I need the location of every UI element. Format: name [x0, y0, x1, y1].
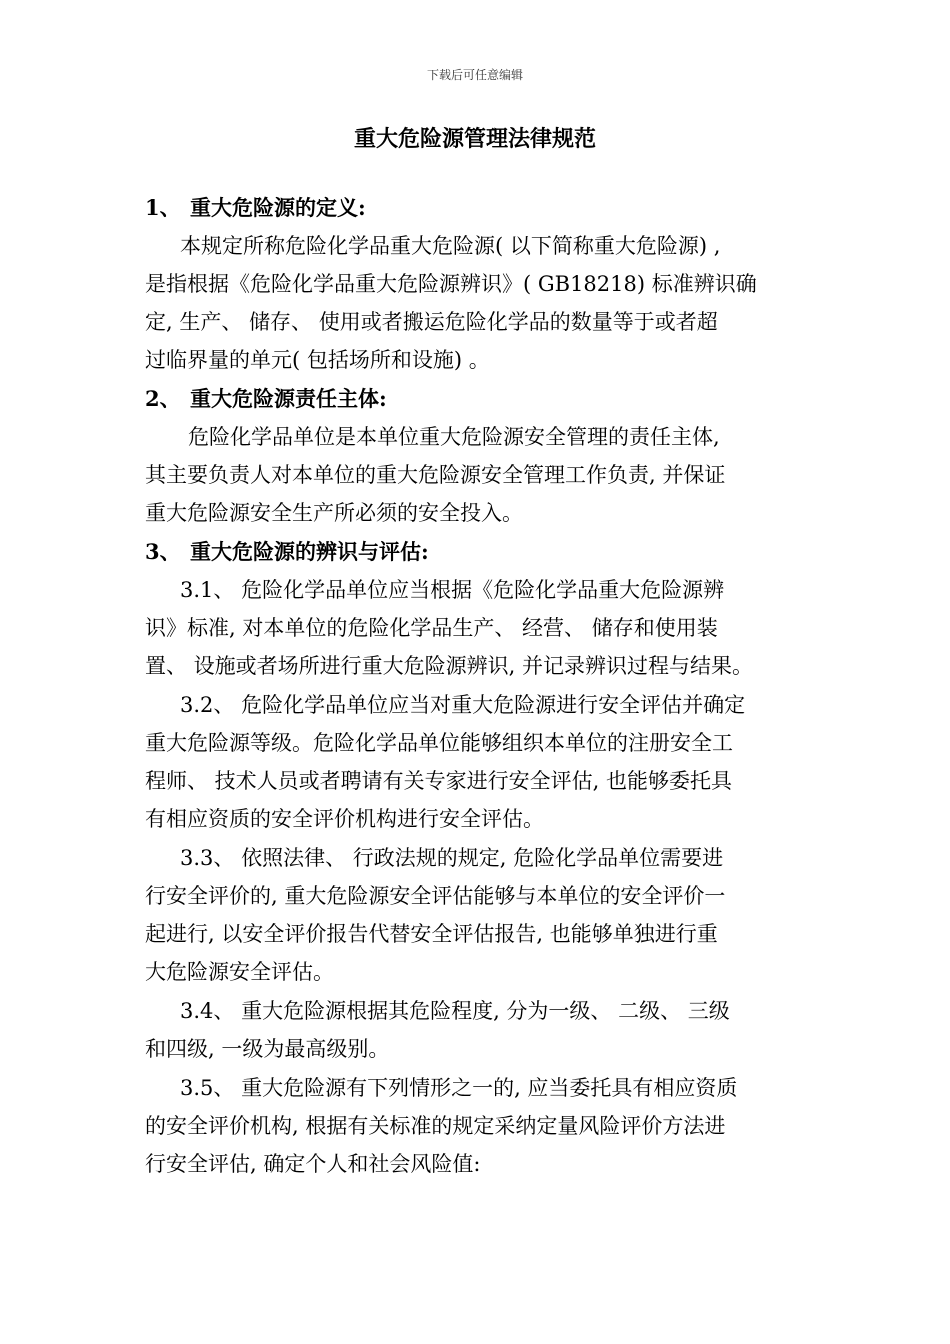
- section-number: 2、: [145, 386, 181, 411]
- paragraph-line: 有相应资质的安全评价机构进行安全评估。: [145, 807, 544, 831]
- paragraph-line: 定, 生产、 储存、 使用或者搬运危险化学品的数量等于或者超: [145, 310, 718, 334]
- paragraph-line: 3.4、 重大危险源根据其危险程度, 分为一级、 二级、 三级: [180, 999, 730, 1023]
- paragraph-line: 置、 设施或者场所进行重大危险源辨识, 并记录辨识过程与结果。: [145, 654, 754, 678]
- paragraph-line: 本规定所称危险化学品重大危险源( 以下简称重大危险源) ,: [180, 234, 721, 258]
- section-heading-text: 重大危险源的辨识与评估:: [190, 539, 429, 564]
- paragraph-line: 的安全评价机构, 根据有关标准的规定采纳定量风险评价方法进: [145, 1114, 726, 1138]
- section-number: 1、: [145, 195, 181, 220]
- section-2-heading: [145, 384, 387, 414]
- section-3-heading: [145, 537, 429, 567]
- paragraph-line: 重大危险源等级。危险化学品单位能够组织本单位的注册安全工: [145, 731, 733, 755]
- paragraph-line: 3.1、 危险化学品单位应当根据《危险化学品重大危险源辨: [180, 578, 725, 602]
- paragraph-line: 和四级, 一级为最高级别。: [145, 1037, 390, 1061]
- section-heading-text: 重大危险源责任主体:: [190, 386, 387, 411]
- document-title: 重大危险源管理法律规范: [353, 126, 596, 152]
- section-1-heading: [145, 193, 366, 223]
- paragraph-line: 行安全评价的, 重大危险源安全评估能够与本单位的安全评价一: [145, 884, 726, 908]
- section-number: 3、: [145, 539, 181, 564]
- paragraph-line: 行安全评估, 确定个人和社会风险值:: [145, 1152, 481, 1176]
- paragraph-line: 危险化学品单位是本单位重大危险源安全管理的责任主体,: [188, 425, 720, 449]
- paragraph-line: 3.5、 重大危险源有下列情形之一的, 应当委托具有相应资质: [180, 1076, 738, 1100]
- paragraph-line: 其主要负责人对本单位的重大危险源安全管理工作负责, 并保证: [145, 463, 726, 487]
- paragraph-line: 过临界量的单元( 包括场所和设施) 。: [145, 348, 490, 372]
- paragraph-line: 重大危险源安全生产所必须的安全投入。: [145, 501, 523, 525]
- paragraph-line: 是指根据《危险化学品重大危险源辨识》( GB18218) 标准辨识确: [145, 272, 757, 296]
- paragraph-line: 大危险源安全评估。: [145, 960, 334, 984]
- section-heading-text: 重大危险源的定义:: [190, 195, 366, 220]
- paragraph-line: 3.3、 依照法律、 行政法规的规定, 危险化学品单位需要进: [180, 846, 724, 870]
- paragraph-line: 程师、 技术人员或者聘请有关专家进行安全评估, 也能够委托具: [145, 769, 733, 793]
- header-note: 下载后可任意编辑: [426, 68, 523, 82]
- paragraph-line: 3.2、 危险化学品单位应当对重大危险源进行安全评估并确定: [180, 693, 746, 717]
- paragraph-line: 识》标准, 对本单位的危险化学品生产、 经营、 储存和使用装: [145, 616, 718, 640]
- paragraph-line: 起进行, 以安全评价报告代替安全评估报告, 也能够单独进行重: [145, 922, 718, 946]
